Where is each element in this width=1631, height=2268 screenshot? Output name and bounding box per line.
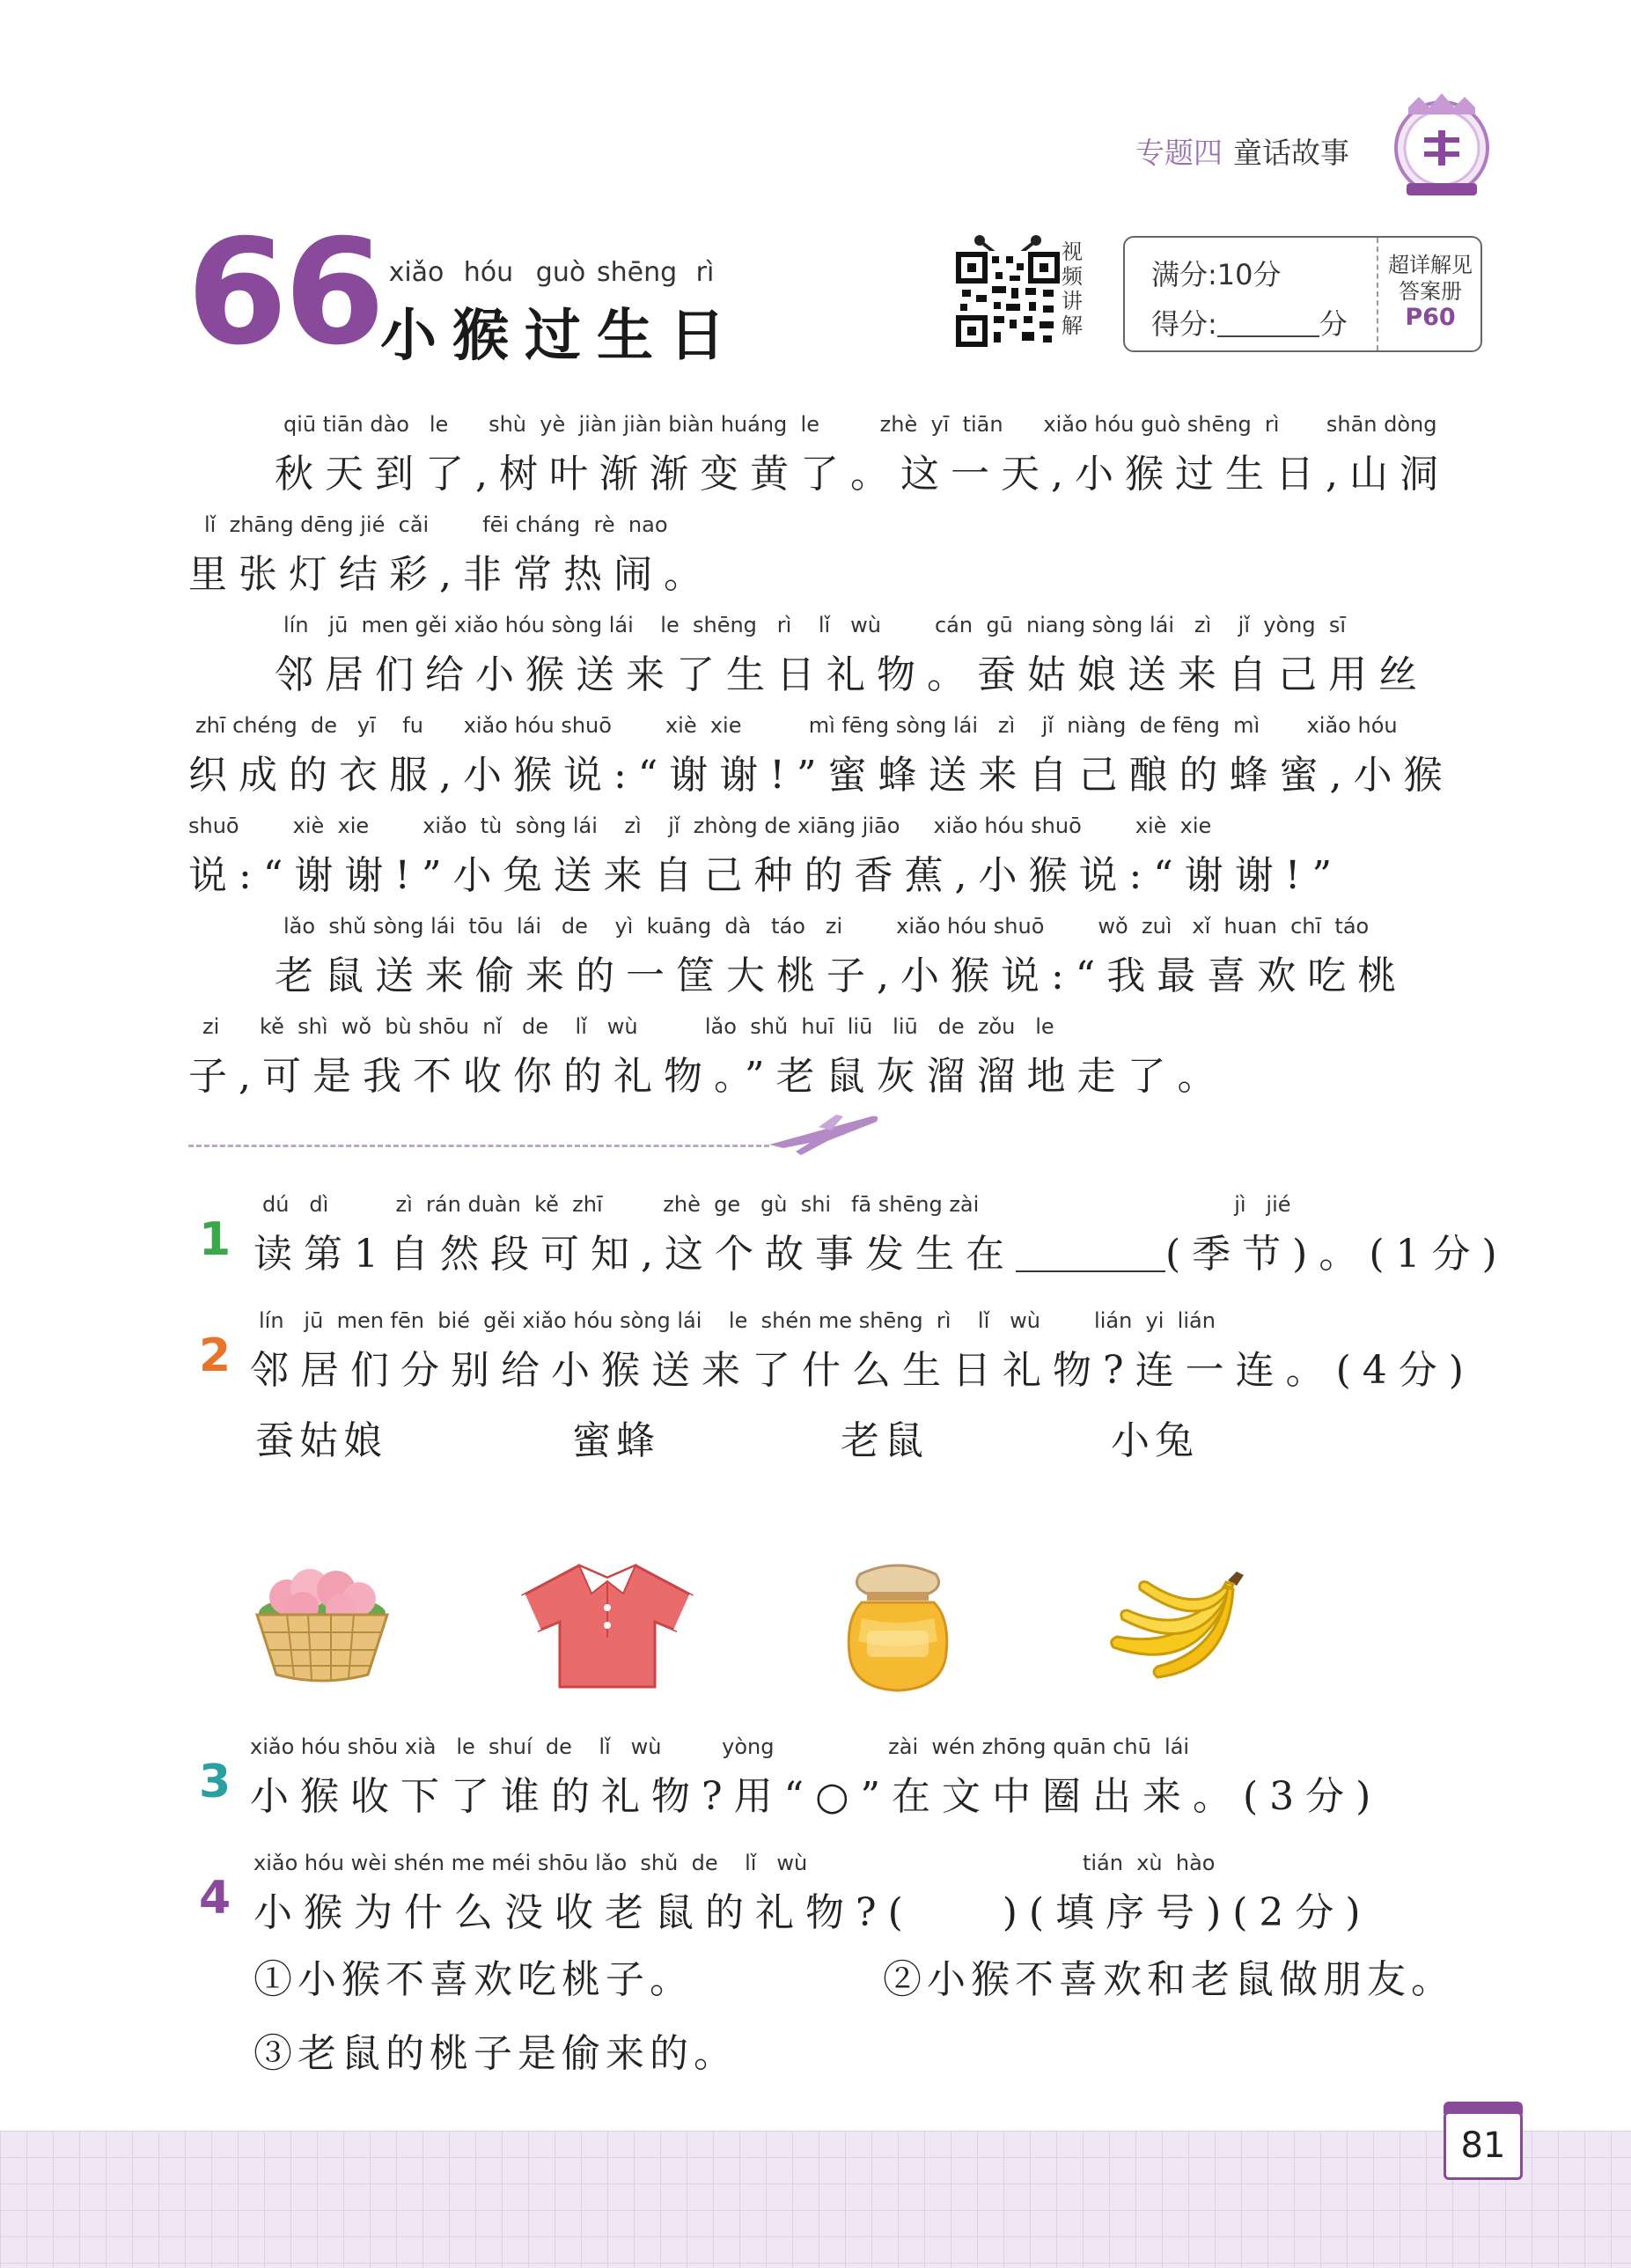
question-text: 小猴为什么没收老鼠的礼物?( bbox=[253, 1890, 915, 1935]
peach-basket-icon[interactable] bbox=[252, 1558, 393, 1686]
answer-page: P60 bbox=[1405, 304, 1456, 331]
pinyin-line: dú dì zì rán duàn kě zhī zhè ge gù shi fā shēng zài jì jié bbox=[262, 1192, 1291, 1217]
hanzi-line: 秋天到了,树叶渐渐变黄了。这一天,小猴过生日,山洞 bbox=[275, 452, 1450, 497]
score-divider bbox=[1377, 238, 1378, 350]
question-text: (季节)。(1分) bbox=[1164, 1232, 1509, 1277]
question-number: 2 bbox=[199, 1329, 231, 1382]
pinyin-line: lǎo shǔ sòng lái tōu lái de yì kuāng dà táo zi xiǎo hóu shuō wǒ zuì xǐ huan chī táo bbox=[283, 914, 1370, 939]
option-2[interactable]: ②小猴不喜欢和老鼠做朋友。 bbox=[883, 1957, 1455, 2002]
lesson-number: 66 bbox=[187, 208, 382, 377]
pinyin-line: lín jū men gěi xiǎo hóu sòng lái le shēng rì lǐ wù cán gū niang sòng lái zì jǐ yòng sī bbox=[283, 613, 1347, 637]
score-get-label: 得分: bbox=[1151, 307, 1217, 341]
footer-grid bbox=[0, 2131, 1631, 2268]
topic-title: 童话故事 bbox=[1233, 136, 1349, 170]
score-get bbox=[1151, 299, 1348, 349]
score-full: 满分:10分 bbox=[1151, 258, 1282, 291]
lesson-title bbox=[380, 257, 741, 372]
bananas-icon[interactable] bbox=[1096, 1563, 1250, 1686]
pinyin-line: lǐ zhāng dēng jié cǎi fēi cháng rè nao bbox=[204, 512, 668, 537]
option-1[interactable]: ①小猴不喜欢吃桃子。 bbox=[253, 1957, 694, 2002]
page-number: 81 bbox=[1444, 2111, 1523, 2180]
passage-line-6 bbox=[188, 914, 1491, 1000]
pinyin-line: shuō xiè xie xiǎo tù sòng lái zì jǐ zhòng de xiāng jiāo xiǎo hóu shuō xiè xie bbox=[188, 814, 1212, 838]
topic-header bbox=[1135, 130, 1349, 172]
pinyin-line: zhī chéng de yī fu xiǎo hóu shuō xiè xie mì fēng sòng lái zì jǐ niàng de fēng mì xiǎo hóu bbox=[195, 713, 1398, 738]
pinyin-syllable: rì bbox=[695, 257, 715, 288]
hanzi-line: 邻居们给小猴送来了生日礼物。蚕姑娘送来自己用丝 bbox=[275, 652, 1429, 697]
question-text: 邻居们分别给小猴送来了什么生日礼物?连一连。(4分) bbox=[250, 1348, 1475, 1393]
question-3 bbox=[250, 1734, 1553, 1821]
giver-name[interactable]: 蚕姑娘 bbox=[255, 1418, 387, 1463]
pinyin-line: xiǎo hóu wèi shén me méi shōu lǎo shǔ de lǐ wù tián xù hào bbox=[253, 1851, 1216, 1875]
hanzi-line: 子,可是我不收你的礼物。”老鼠灰溜溜地走了。 bbox=[188, 1054, 1228, 1099]
score-blank[interactable] bbox=[1217, 311, 1319, 337]
answer-note-line: 答案册 bbox=[1399, 279, 1462, 304]
giver-name[interactable]: 小兔 bbox=[1111, 1418, 1199, 1463]
pinyin-syllable: guò bbox=[535, 257, 586, 288]
pinyin-line: qiū tiān dào le shù yè jiàn jiàn biàn huáng le zhè yī tiān xiǎo hóu guò shēng rì shān dòng bbox=[283, 412, 1437, 437]
hanzi-line: 里张灯结彩,非常热闹。 bbox=[188, 552, 714, 597]
score-box bbox=[1123, 236, 1482, 352]
score-unit: 分 bbox=[1319, 307, 1348, 341]
pinyin-line: xiǎo hóu shōu xià le shuí de lǐ wù yòng zài wén zhōng quān chū lái bbox=[250, 1734, 1190, 1759]
publisher-logo-icon bbox=[1389, 88, 1495, 202]
honey-jar-icon[interactable] bbox=[841, 1557, 955, 1696]
airplane-icon bbox=[766, 1109, 880, 1157]
answer-blank[interactable] bbox=[1016, 1270, 1165, 1272]
hanzi-line: 老鼠送来偷来的一筐大桃子,小猴说:“我最喜欢吃桃 bbox=[275, 954, 1408, 998]
question-number: 1 bbox=[199, 1213, 231, 1266]
passage-line-4 bbox=[188, 713, 1491, 799]
red-shirt-icon[interactable] bbox=[519, 1558, 695, 1690]
question-text: )(填序号)(2分) bbox=[1002, 1890, 1372, 1935]
passage-line-7 bbox=[188, 1014, 1491, 1101]
answer-note bbox=[1380, 252, 1480, 331]
question-number: 3 bbox=[199, 1756, 231, 1808]
giver-name[interactable]: 蜜蜂 bbox=[572, 1418, 660, 1463]
question-number: 4 bbox=[199, 1872, 231, 1925]
passage-line-1 bbox=[188, 412, 1491, 498]
pinyin-syllable: hóu bbox=[463, 257, 514, 288]
title-text: 小猴过生日 bbox=[380, 304, 741, 369]
question-4 bbox=[253, 1851, 1556, 1937]
qr-label-char: 视 bbox=[1062, 239, 1083, 264]
giver-name[interactable]: 老鼠 bbox=[841, 1418, 929, 1463]
topic-label: 专题四 bbox=[1135, 136, 1223, 170]
score-info bbox=[1151, 250, 1348, 349]
passage-line-5 bbox=[188, 814, 1491, 900]
title-pinyin bbox=[380, 257, 741, 289]
question-1 bbox=[253, 1192, 1556, 1278]
pinyin-line: zi kě shì wǒ bù shōu nǐ de lǐ wù lǎo shǔ huī liū liū de zǒu le bbox=[202, 1014, 1054, 1039]
hanzi-line: 说:“谢谢!”小兔送来自己种的香蕉,小猴说:“谢谢!” bbox=[188, 853, 1343, 898]
passage-line-3 bbox=[188, 613, 1491, 699]
question-text: 读第1自然段可知,这个故事发生在 bbox=[253, 1232, 1016, 1277]
passage-line-2 bbox=[188, 512, 1491, 599]
pinyin-line: lín jū men fēn bié gěi xiǎo hóu sòng lái le shén me shēng rì lǐ wù lián yi lián bbox=[259, 1308, 1216, 1333]
qr-code-icon[interactable] bbox=[955, 225, 1061, 348]
pinyin-syllable: shēng bbox=[597, 257, 678, 288]
qr-label-char: 频 bbox=[1062, 264, 1083, 289]
answer-note-line: 超详解见 bbox=[1388, 253, 1473, 277]
question-2 bbox=[250, 1308, 1553, 1395]
question-text: 小猴收下了谁的礼物?用“○”在文中圈出来。(3分) bbox=[250, 1774, 1383, 1819]
qr-label bbox=[1062, 239, 1088, 338]
hanzi-line: 织成的衣服,小猴说:“谢谢!”蜜蜂送来自己酿的蜂蜜,小猴 bbox=[188, 753, 1454, 798]
section-divider bbox=[188, 1145, 769, 1147]
pinyin-syllable: xiǎo bbox=[388, 257, 444, 288]
option-3[interactable]: ③老鼠的桃子是偷来的。 bbox=[253, 2031, 738, 2076]
qr-label-char: 解 bbox=[1062, 313, 1083, 338]
qr-label-char: 讲 bbox=[1062, 289, 1083, 313]
